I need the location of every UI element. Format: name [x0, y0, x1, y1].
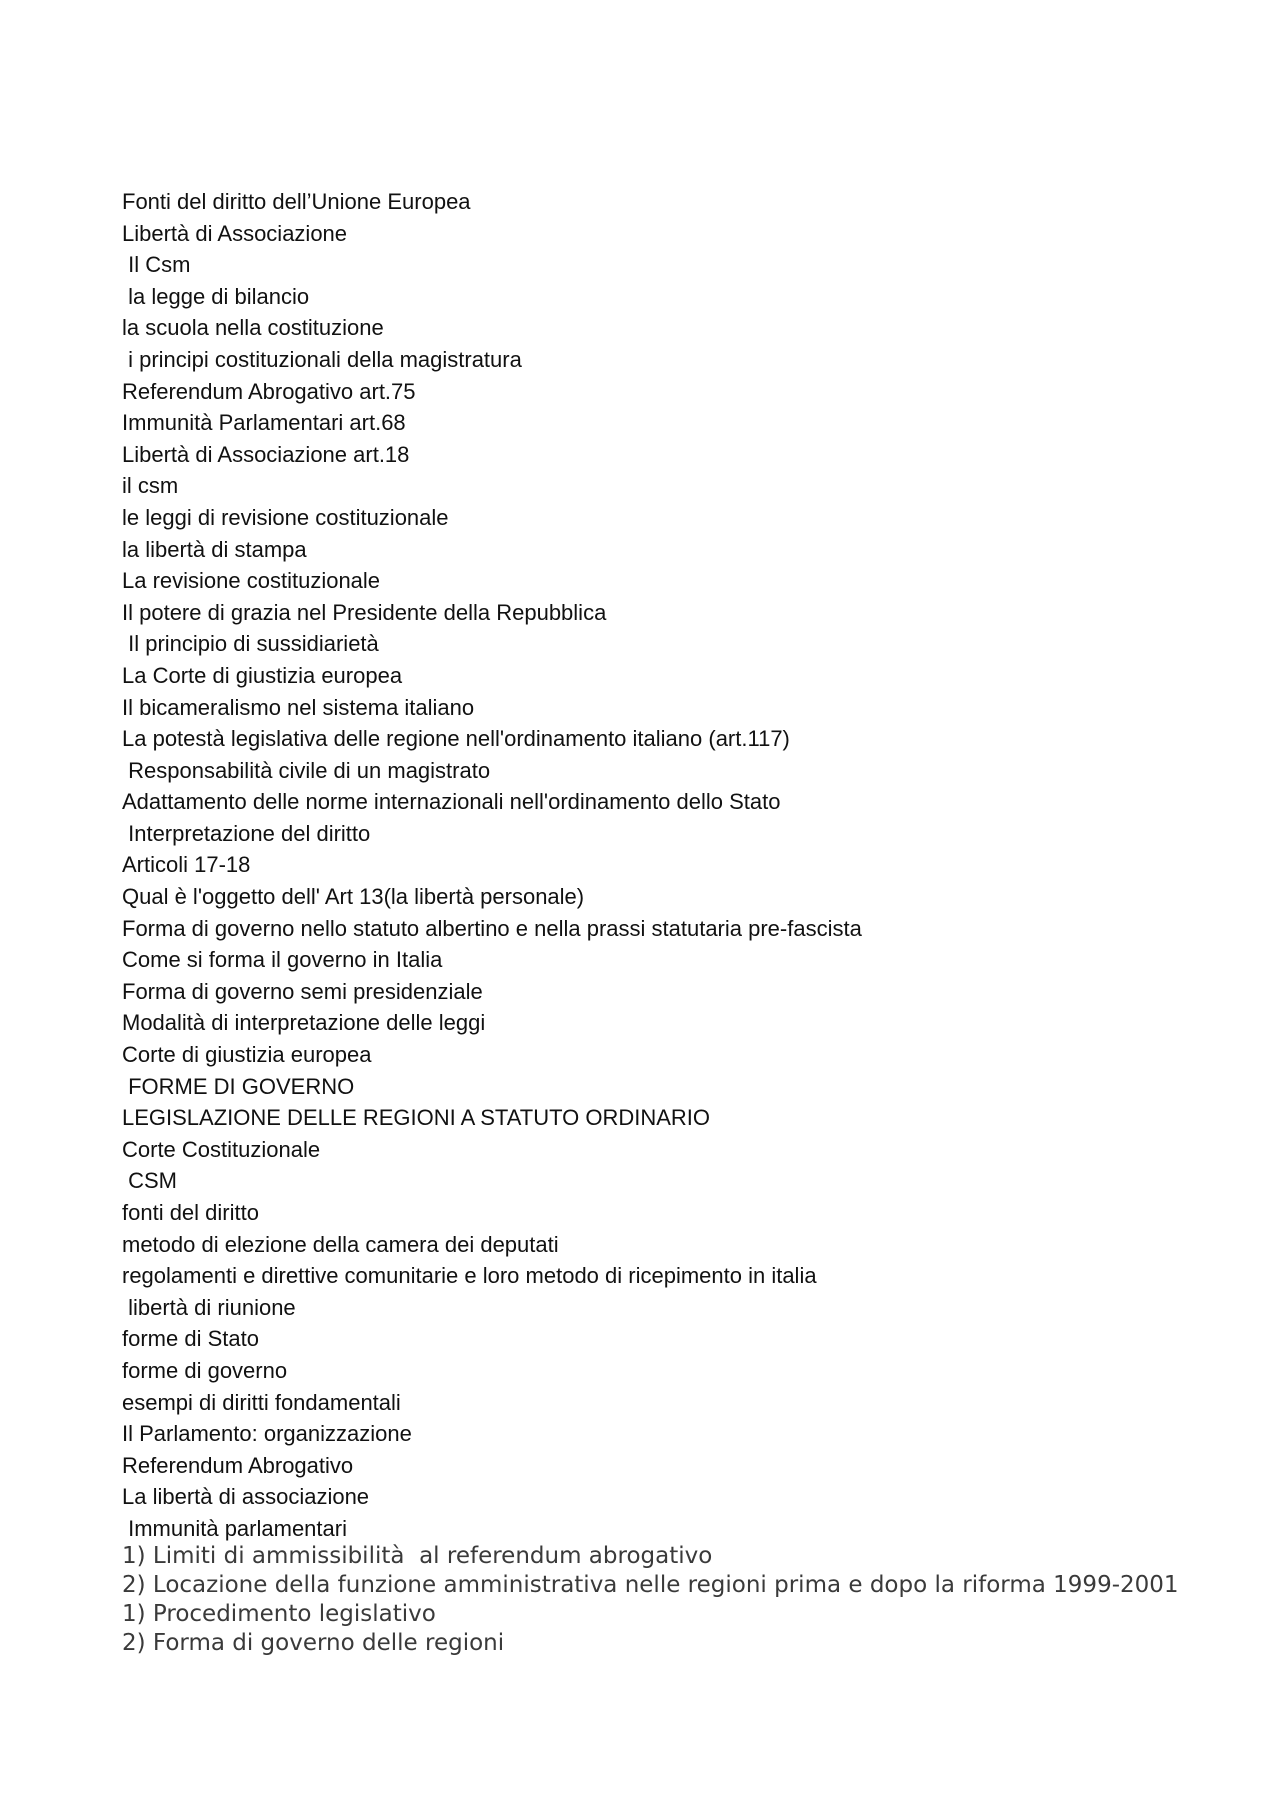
- topic-line: la libertà di stampa: [122, 536, 307, 562]
- topic-line: Qual è l'oggetto dell' Art 13(la libertà personale): [122, 884, 585, 910]
- topic-line: Referendum Abrogativo: [122, 1452, 354, 1478]
- topic-line: Il Csm: [122, 252, 191, 278]
- topic-line: La Corte di giustizia europea: [122, 662, 403, 688]
- topic-line: Il Parlamento: organizzazione: [122, 1421, 412, 1447]
- topic-line: Forma di governo nello statuto albertino e nella prassi statutaria pre-fascista: [122, 915, 862, 941]
- topic-line: esempi di diritti fondamentali: [122, 1389, 401, 1415]
- topic-line: libertà di riunione: [122, 1294, 296, 1320]
- topic-line: forme di Stato: [122, 1326, 259, 1352]
- topic-line: Corte di giustizia europea: [122, 1042, 372, 1068]
- topic-line: Adattamento delle norme internazionali nell'ordinamento dello Stato: [122, 789, 781, 815]
- topic-line: Corte Costituzionale: [122, 1136, 321, 1162]
- topic-line: Interpretazione del diritto: [122, 820, 371, 846]
- topic-line: Il potere di grazia nel Presidente della Repubblica: [122, 599, 607, 625]
- topic-line: metodo di elezione della camera dei deputati: [122, 1231, 559, 1257]
- topic-line: Il principio di sussidiarietà: [122, 631, 379, 657]
- topic-line: FORME DI GOVERNO: [122, 1073, 355, 1099]
- topic-line: La potestà legislativa delle regione nell'ordinamento italiano (art.117): [122, 726, 790, 752]
- topic-line: LEGISLAZIONE DELLE REGIONI A STATUTO ORDINARIO: [122, 1105, 711, 1131]
- topic-line: forme di governo: [122, 1357, 288, 1383]
- numbered-list: [122, 1542, 1182, 1658]
- topic-line: Immunità parlamentari: [122, 1515, 347, 1541]
- topic-line: Immunità Parlamentari art.68: [122, 410, 406, 436]
- topic-line: Articoli 17-18: [122, 852, 251, 878]
- topic-line: la legge di bilancio: [122, 283, 310, 309]
- topic-list: [122, 186, 1182, 1545]
- topic-line: fonti del diritto: [122, 1200, 259, 1225]
- topic-line: Responsabilità civile di un magistrato: [122, 757, 491, 783]
- topic-line: le leggi di revisione costituzionale: [122, 504, 449, 530]
- numbered-item: 1) Limiti di ammissibilità al referendum abrogativo: [122, 1543, 713, 1569]
- topic-line: Libertà di Associazione art.18: [122, 441, 410, 467]
- topic-line: La libertà di associazione: [122, 1484, 370, 1510]
- numbered-item: 1) Procedimento legislativo: [122, 1601, 436, 1627]
- topic-line: Il bicameralismo nel sistema italiano: [122, 694, 475, 720]
- topic-line: La revisione costituzionale: [122, 568, 381, 594]
- topic-line: Fonti del diritto dell’Unione Europea: [122, 189, 471, 214]
- topic-line: Referendum Abrogativo art.75: [122, 378, 416, 404]
- topic-line: Forma di governo semi presidenziale: [122, 978, 483, 1004]
- topic-line: Modalità di interpretazione delle leggi: [122, 1010, 486, 1036]
- topic-line: la scuola nella costituzione: [122, 315, 384, 341]
- topic-line: i principi costituzionali della magistratura: [122, 346, 522, 372]
- topic-line: il csm: [122, 473, 179, 499]
- topic-line: regolamenti e direttive comunitarie e loro metodo di ricepimento in italia: [122, 1263, 817, 1289]
- topic-line: Come si forma il governo in Italia: [122, 947, 443, 973]
- topic-line: CSM: [122, 1168, 177, 1194]
- numbered-item: 2) Locazione della funzione amministrativa nelle regioni prima e dopo la riforma 1999-2001: [122, 1572, 1179, 1598]
- topic-line: Libertà di Associazione: [122, 220, 348, 246]
- numbered-item: 2) Forma di governo delle regioni: [122, 1630, 505, 1656]
